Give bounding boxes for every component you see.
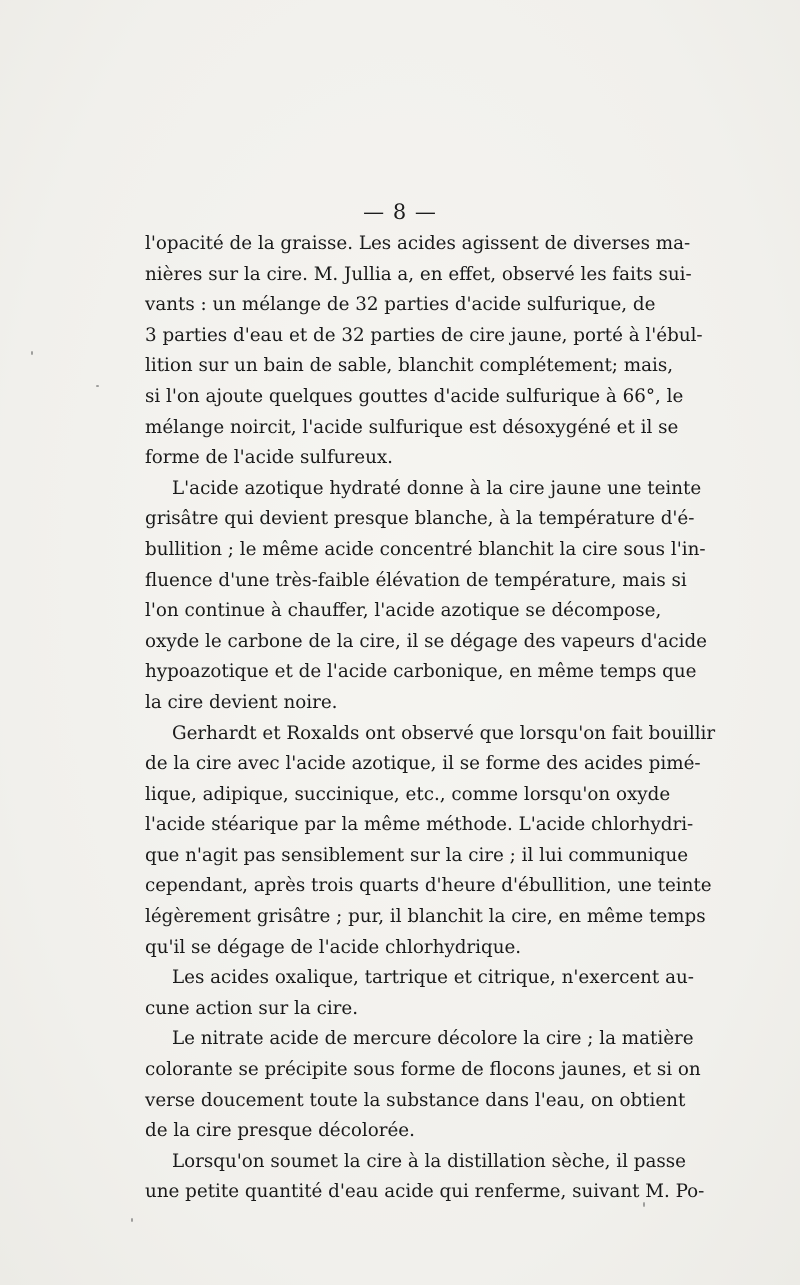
text-line: verse doucement toute la substance dans l'eau, on obtient [145,1089,686,1111]
paper-speck [131,1218,133,1222]
text-line: bullition ; le même acide concentré blanchit la cire sous l'in- [145,538,706,560]
text-line: colorante se précipite sous forme de flocons jaunes, et si on [145,1059,701,1081]
text-line: lique, adipique, succinique, etc., comme lorsqu'on oxyde [145,783,671,805]
text-line: l'opacité de la graisse. Les acides agissent de diverses ma- [145,233,691,254]
page-number: — 8 — [363,200,437,224]
text-line: hypoazotique et de l'acide carbonique, en même temps que [145,661,697,683]
text-line: grisâtre qui devient presque blanche, à la température d'é- [145,508,695,530]
paragraph-first-line: Les acides oxalique, tartrique et citrique, n'exercent au- [172,967,694,989]
text-line: l'on continue à chauffer, l'acide azotique se décompose, [145,600,662,622]
text-line: 3 parties d'eau et de 32 parties de cire jaune, porté à l'ébul- [145,324,703,346]
text-line: si l'on ajoute quelques gouttes d'acide sulfurique à 66°, le [145,385,684,407]
paper-speck [96,385,99,387]
text-line: cependant, après trois quarts d'heure d'ébullition, une teinte [145,875,712,897]
text-line: légèrement grisâtre ; pur, il blanchit la cire, en même temps [145,906,706,928]
text-line: que n'agit pas sensiblement sur la cire ; il lui communique [145,844,689,866]
text-line: de la cire presque décolorée. [145,1120,415,1142]
text-line: mélange noircit, l'acide sulfurique est désoxygéné et il se [145,416,679,438]
text-line: lition sur un bain de sable, blanchit complétement; mais, [145,355,674,377]
text-line: forme de l'acide sulfureux. [145,447,393,469]
text-line: nières sur la cire. M. Jullia a, en effet, observé les faits sui- [145,263,692,285]
paragraph-first-line: Gerhardt et Roxalds ont observé que lorsqu'on fait bouillir [172,722,716,744]
text-line: fluence d'une très-faible élévation de température, mais si [145,569,687,591]
text-line: oxyde le carbone de la cire, il se dégage des vapeurs d'acide [145,630,707,652]
text-line: la cire devient noire. [145,691,338,713]
paragraph-first-line: Lorsqu'on soumet la cire à la distillation sèche, il passe [172,1150,686,1172]
paragraph-first-line: Le nitrate acide de mercure décolore la cire ; la matière [172,1028,694,1050]
text-line: une petite quantité d'eau acide qui renferme, suivant M. Po- [145,1181,705,1203]
paragraph-first-line: L'acide azotique hydraté donne à la cire jaune une teinte [172,477,702,499]
text-line: qu'il se dégage de l'acide chlorhydrique. [145,936,522,958]
paper-speck [31,351,33,355]
text-line: de la cire avec l'acide azotique, il se forme des acides pimé- [145,753,701,775]
paper-speck [643,1202,645,1207]
body-text [145,229,716,1208]
text-line: cune action sur la cire. [145,997,359,1019]
text-line: l'acide stéarique par la même méthode. L'acide chlorhydri- [145,814,694,836]
text-line: vants : un mélange de 32 parties d'acide sulfurique, de [145,294,656,316]
